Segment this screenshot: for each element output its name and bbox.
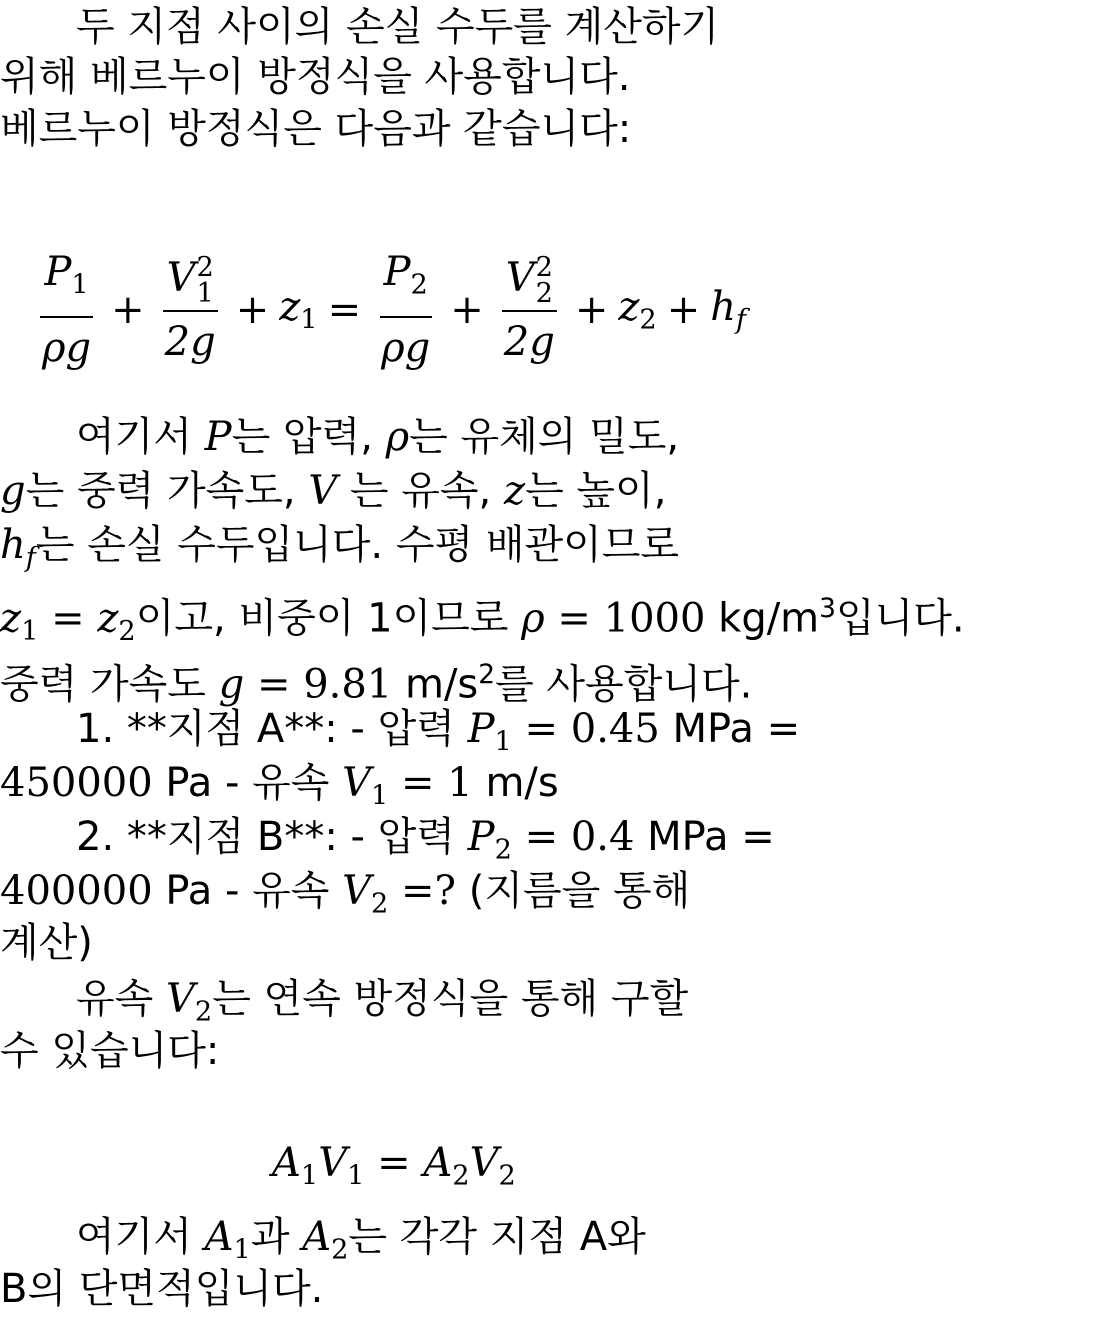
outro-line-1: 여기서 $A_1$과 $A_2$는 각각 지점 A와 bbox=[76, 1214, 646, 1266]
head-loss: $h_f$ bbox=[710, 284, 747, 336]
elevation-1: $z_1$ bbox=[279, 284, 318, 336]
pressure-head-1: $\frac{P_1}{\rho g}$ bbox=[38, 246, 95, 374]
definitions-line-5: 중력 가속도 g = 9.81 $m/s^2$를 사용합니다. bbox=[0, 659, 753, 708]
continuity-intro-line-1: 유속 $V_2$는 연속 방정식을 통해 구할 bbox=[76, 976, 689, 1028]
bernoulli-equation: $\frac{P_1}{\rho g}$ + V 2 1 2g + $z_1$ = $\frac{P_2}{\rho g}$ + V 2 2 2g + $z_2$ + $h_f$ bbox=[32, 245, 746, 375]
velocity-head-2: V 2 2 2g bbox=[500, 252, 559, 369]
point-b-line-1: 2. **지점 B**: - 압력 $P_2 = 0.4$ MPa = bbox=[76, 814, 775, 866]
point-a-line-2: 450000 Pa - 유속 $V_1 = 1$ m/s bbox=[0, 760, 559, 812]
outro-line-2: B의 단면적입니다. bbox=[0, 1266, 324, 1312]
intro-line-2: 위해 베르누이 방정식을 사용합니다. bbox=[0, 54, 631, 100]
definitions-line-1: 여기서 P는 압력, ρ는 유체의 밀도, bbox=[76, 414, 680, 460]
point-b-line-3: 계산) bbox=[0, 920, 93, 966]
definitions-line-3: $h_f$는 손실 수두입니다. 수평 배관이므로 bbox=[0, 522, 680, 574]
pressure-head-2: $\frac{P_2}{\rho g}$ bbox=[377, 246, 434, 374]
continuity-intro-line-2: 수 있습니다: bbox=[0, 1028, 220, 1074]
point-b-line-2: 400000 Pa - 유속 $V_2$ =? (지름을 통해 bbox=[0, 868, 691, 920]
definitions-line-2: g는 중력 가속도, V 는 유속, z는 높이, bbox=[0, 468, 667, 514]
point-a-line-1: 1. **지점 A**: - 압력 $P_1 = 0.45$ MPa = bbox=[76, 706, 801, 758]
continuity-equation: $A_1V_1 = A_2V_2$ bbox=[272, 1140, 516, 1192]
intro-line-1: 두 지점 사이의 손실 수두를 계산하기 bbox=[76, 4, 720, 50]
elevation-2: $z_2$ bbox=[618, 284, 657, 336]
intro-line-3: 베르누이 방정식은 다음과 같습니다: bbox=[0, 106, 632, 152]
velocity-head-1: V 2 1 2g bbox=[161, 252, 220, 369]
definitions-line-4: $z_1 = z_2$이고, 비중이 1이므로 ρ = 1000 $kg/m^3$입니다. bbox=[0, 593, 965, 648]
